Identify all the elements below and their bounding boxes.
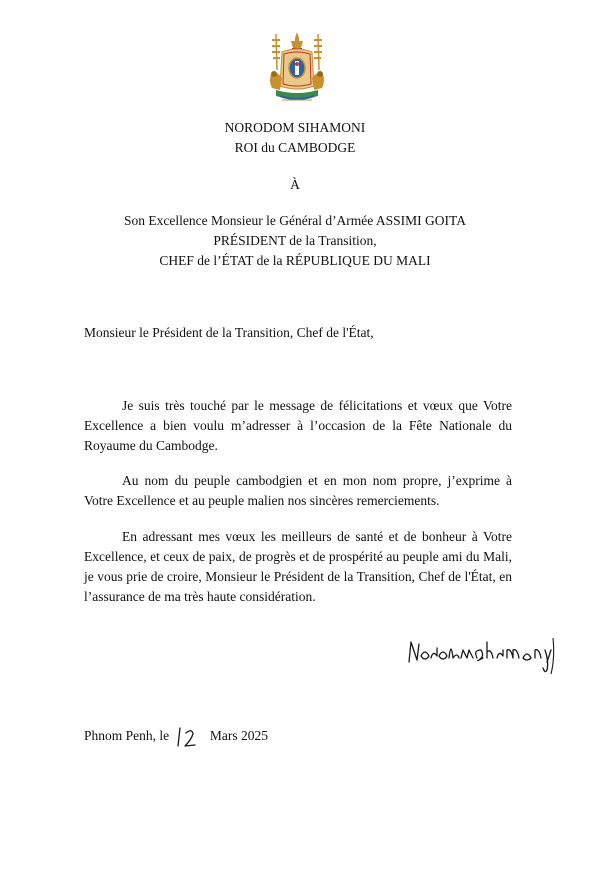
body-paragraph-3: En adressant mes vœux les meilleurs de santé et de bonheur à Votre Excellence, et ceux de paix, de progrès et de prospérité au peuple ami du Mali, je vous prie de croire, Monsieur le Président de la Transition, Chef de l'État, en l’assurance de ma très haute considération. xyxy=(84,529,512,604)
addressee-preposition: À xyxy=(290,177,300,192)
royal-arms-of-cambodia-icon xyxy=(262,30,332,104)
handwritten-day xyxy=(173,726,207,748)
recipient-line-1: Son Excellence Monsieur le Général d’Armée ASSIMI GOITA xyxy=(124,213,466,228)
sender-name: NORODOM SIHAMONI xyxy=(224,120,366,135)
handwritten-day-icon xyxy=(173,726,203,748)
recipient-block xyxy=(0,211,590,271)
body-paragraph-1: Je suis très touché par le message de félicitations et vœux que Votre Excellence a bien voulu m’adresser à l’occasion de la Fête Nationale du Royaume du Cambodge. xyxy=(84,398,512,453)
closing-month-year: Mars 2025 xyxy=(209,728,269,744)
closing-place: Phnom Penh, le xyxy=(84,728,170,744)
salutation: Monsieur le Président de la Transition, Chef de l'État, xyxy=(84,325,374,340)
place-and-date xyxy=(84,726,268,748)
handwritten-signature-icon xyxy=(403,628,559,678)
body-paragraph-2: Au nom du peuple cambodgien et en mon nom propre, j’exprime à Votre Excellence et au peuple malien nos sincères remerciements. xyxy=(84,473,512,508)
sender-block xyxy=(0,118,590,158)
recipient-line-2: PRÉSIDENT de la Transition, xyxy=(213,233,377,248)
recipient-line-3: CHEF de l’ÉTAT de la RÉPUBLIQUE DU MALI xyxy=(159,253,431,268)
sender-title: ROI du CAMBODGE xyxy=(234,140,356,155)
